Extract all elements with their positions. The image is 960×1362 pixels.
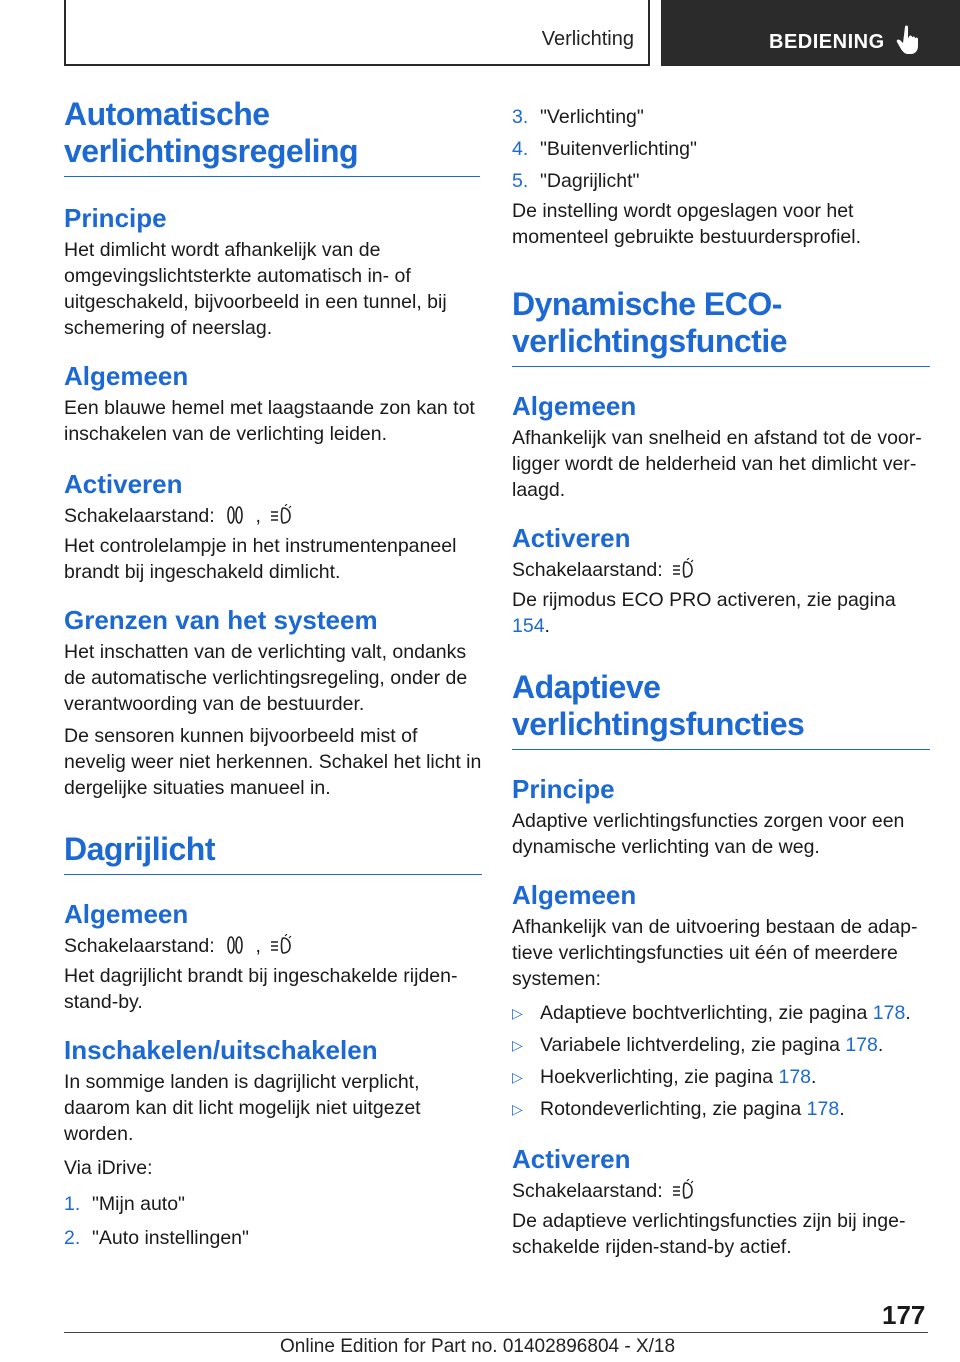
bullet-marker-icon: ▷ <box>512 1069 523 1085</box>
list-item <box>512 136 930 162</box>
eco-activeren-period: . <box>544 615 550 637</box>
grenzen-text-2: De sensoren kunnen bijvoorbeeld mist of nevelig weer niet herkennen. Schakel het licht in dergelijke situaties manueel in. <box>64 725 482 799</box>
ad-switch-label: Schakelaarstand: <box>512 1180 663 1202</box>
footer-divider <box>64 1332 928 1333</box>
low-beam-icon <box>270 504 292 526</box>
bullet-label: Variabele lichtverdeling, zie pagina <box>540 1034 846 1056</box>
left-column <box>64 96 482 1251</box>
heading-adaptive: Adaptieve verlichtingsfuncties <box>512 669 930 750</box>
grenzen-text-1: Het inschatten van de verlichting valt, ondanks de automatische verlichtingsregeling, onder de verantwoording van de bestuurder. <box>64 641 468 715</box>
heading-eco: Dynamische ECO-verlichtingsfunctie <box>512 286 930 367</box>
principe-text: Het dimlicht wordt afhankelijk van de omgevingslichtsterkte automatisch in- of uitgeschakeld, bijvoorbeeld in een tunnel, bij schemering of neerslag. <box>64 239 447 339</box>
eco-activeren-sentence: De rijmodus ECO PRO activeren, zie pagina <box>512 589 896 611</box>
page-number: 177 <box>882 1300 926 1330</box>
header-section-box <box>64 0 650 66</box>
adaptive-systems-list <box>512 1000 930 1122</box>
bullet-text <box>540 1096 845 1122</box>
heading-ad-algemeen: Algemeen <box>512 880 637 910</box>
dag-switch-label: Schakelaarstand: <box>64 935 215 957</box>
low-beam-icon <box>672 558 694 580</box>
auto-light-icon <box>224 504 246 526</box>
header-chapter-box <box>661 0 960 66</box>
step-text: "Verlichting" <box>540 106 644 128</box>
switch-label: Schakelaarstand: <box>64 505 215 527</box>
heading-activeren: Activeren <box>64 469 183 499</box>
dag-algemeen-text: Het dagrijlicht brandt bij ingeschakelde rijdenstand-by. <box>64 965 458 1013</box>
page-link-154[interactable]: 154 <box>512 615 545 637</box>
switch-position-line <box>64 503 482 529</box>
inschakelen-text: In sommige landen is dagrijlicht verplicht, daarom kan dit licht mogelijk niet uitgezet worden. <box>64 1071 421 1145</box>
ad-algemeen-text: Afhankelijk van de uitvoering bestaan de adaptieve verlichtingsfuncties uit één of meerdere systemen: <box>512 916 918 990</box>
heading-algemeen: Algemeen <box>64 361 189 391</box>
list-item <box>512 104 930 130</box>
step-text: "Auto instellingen" <box>92 1227 249 1249</box>
step-number: 4. <box>512 138 529 160</box>
step-text: "Buitenverlichting" <box>540 138 697 160</box>
heading-grenzen: Grenzen van het systeem <box>64 605 378 635</box>
algemeen-text: Een blauwe hemel met laagstaande zon kan tot inschakelen van de verlichting leiden. <box>64 397 475 445</box>
bullet-label: Hoekverlichting, zie pagina <box>540 1066 779 1088</box>
bullet-label: Adaptieve bochtverlichting, zie pagina <box>540 1002 873 1024</box>
right-steps-list <box>512 104 930 194</box>
hand-pointer-icon <box>896 24 924 56</box>
header-section-title: Verlichting <box>541 28 634 50</box>
bullet-text <box>540 1000 911 1026</box>
heading-inschakelen: Inschakelen/uitschakelen <box>64 1035 378 1065</box>
left-steps-list <box>64 1191 482 1251</box>
heading-dagrijlicht: Dagrijlicht <box>64 831 482 875</box>
activeren-text: Het controlelampje in het instrumentenpaneel brandt bij ingeschakeld dimlicht. <box>64 535 457 583</box>
page-link-178[interactable]: 178 <box>806 1098 840 1120</box>
list-item <box>64 1191 482 1217</box>
dag-switch-comma: , <box>255 935 261 957</box>
step-number: 5. <box>512 170 529 192</box>
auto-light-icon <box>224 934 246 956</box>
bullet-marker-icon: ▷ <box>512 1037 523 1053</box>
step-number: 1. <box>64 1193 81 1215</box>
list-item <box>64 1225 482 1251</box>
via-idrive: Via iDrive: <box>64 1157 153 1179</box>
ad-activeren-text: De adaptieve verlichtingsfuncties zijn bij ingeschakelde rijden-stand-by actief. <box>512 1210 906 1258</box>
step-text: "Dagrijlicht" <box>540 170 640 192</box>
list-item <box>512 1096 930 1122</box>
step-number: 3. <box>512 106 529 128</box>
eco-switch-position-line <box>512 557 930 583</box>
eco-algemeen-text: Afhankelijk van snelheid en afstand tot de voorligger wordt de helderheid van het dimlicht verlaagd. <box>512 427 922 501</box>
bullet-text <box>540 1064 816 1090</box>
header-chapter-title: BEDIENING <box>769 31 885 53</box>
heading-principe: Principe <box>64 203 167 233</box>
page-link-178[interactable]: 178 <box>872 1002 906 1024</box>
low-beam-icon <box>672 1179 694 1201</box>
dag-switch-position-line <box>64 933 482 959</box>
heading-eco-algemeen: Algemeen <box>512 391 637 421</box>
list-item <box>512 1032 930 1058</box>
heading-dag-algemeen: Algemeen <box>64 899 189 929</box>
bullet-end: . <box>811 1066 817 1088</box>
ad-switch-position-line <box>512 1178 930 1204</box>
switch-comma: , <box>255 505 261 527</box>
list-item <box>512 1000 930 1026</box>
bullet-marker-icon: ▷ <box>512 1101 523 1117</box>
page-link-178[interactable]: 178 <box>845 1034 878 1056</box>
heading-ad-principe: Principe <box>512 774 615 804</box>
bullet-label: Rotondeverlichting, zie pagina <box>540 1098 807 1120</box>
eco-activeren-text <box>512 587 930 639</box>
list-item <box>512 168 930 194</box>
bullet-end: . <box>905 1002 911 1024</box>
page-link-178[interactable]: 178 <box>778 1066 812 1088</box>
bullet-end: . <box>839 1098 845 1120</box>
bullet-text <box>540 1032 883 1058</box>
footer-edition: Online Edition for Part no. 01402896804 - X/18 <box>280 1336 676 1357</box>
steps-note: De instelling wordt opgeslagen voor het momenteel gebruikte bestuurdersprofiel. <box>512 200 862 248</box>
eco-switch-label: Schakelaarstand: <box>512 559 663 581</box>
step-text: "Mijn auto" <box>92 1193 185 1215</box>
ad-principe-text: Adaptive verlichtingsfuncties zorgen voor een dynamische verlichting van de weg. <box>512 810 905 858</box>
list-item <box>512 1064 930 1090</box>
bullet-marker-icon: ▷ <box>512 1005 523 1021</box>
step-number: 2. <box>64 1227 81 1249</box>
heading-eco-activeren: Activeren <box>512 523 631 553</box>
bullet-end: . <box>877 1034 884 1056</box>
low-beam-icon <box>270 934 292 956</box>
heading-auto-lighting: Automatische verlichtingsregeling <box>64 96 480 177</box>
heading-ad-activeren: Activeren <box>512 1144 631 1174</box>
right-column <box>512 104 930 1260</box>
